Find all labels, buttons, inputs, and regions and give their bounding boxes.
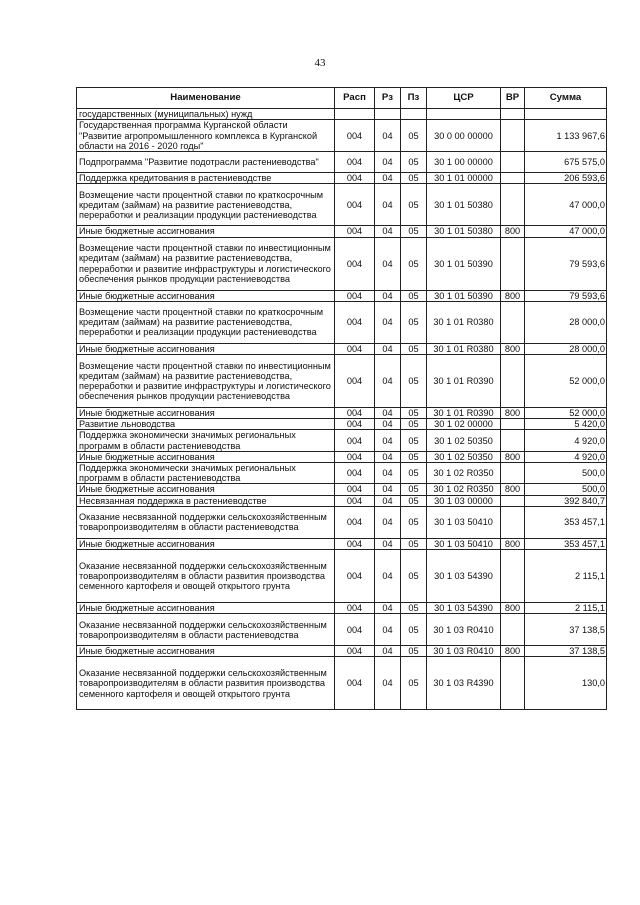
table-row — [77, 538, 607, 549]
row-sum: 28 000,0 — [525, 343, 607, 354]
col-header-csr: ЦСР — [427, 88, 501, 109]
row-csr: 30 1 03 54390 — [427, 603, 501, 614]
row-vr — [501, 173, 525, 184]
row-csr: 30 1 03 R4390 — [427, 657, 501, 710]
row-vr — [501, 657, 525, 710]
row-sum: 1 133 967,6 — [525, 120, 607, 152]
row-name: Поддержка кредитования в растениеводстве — [77, 173, 335, 184]
table-row — [77, 451, 607, 462]
row-rasp: 004 — [335, 173, 375, 184]
row-pz: 05 — [401, 430, 427, 451]
row-vr — [501, 550, 525, 603]
table-row — [77, 506, 607, 538]
row-rasp: 004 — [335, 430, 375, 451]
table-row — [77, 419, 607, 430]
row-rz: 04 — [375, 495, 401, 506]
row-csr: 30 1 01 00000 — [427, 173, 501, 184]
row-rz: 04 — [375, 646, 401, 657]
row-vr: 800 — [501, 290, 525, 301]
row-rz: 04 — [375, 657, 401, 710]
row-rz — [375, 109, 401, 120]
row-rz: 04 — [375, 343, 401, 354]
col-header-pz: Пз — [401, 88, 427, 109]
row-pz: 05 — [401, 451, 427, 462]
row-vr: 800 — [501, 451, 525, 462]
row-name: Возмещение части процентной ставки по инвестиционным кредитам (займам) на развитие растениеводства, переработки и развитие инфраструктуры и логистического обеспечения рынков продукции растениеводства — [77, 237, 335, 290]
row-rasp: 004 — [335, 603, 375, 614]
row-sum: 79 593,6 — [525, 237, 607, 290]
row-csr: 30 1 03 54390 — [427, 550, 501, 603]
row-vr — [501, 430, 525, 451]
row-csr: 30 1 01 50380 — [427, 226, 501, 237]
row-rasp: 004 — [335, 614, 375, 646]
col-header-rz: Рз — [375, 88, 401, 109]
row-sum — [525, 109, 607, 120]
row-vr — [501, 463, 525, 484]
row-rasp: 004 — [335, 657, 375, 710]
row-rz: 04 — [375, 290, 401, 301]
row-csr: 30 1 01 R0380 — [427, 343, 501, 354]
row-rasp — [335, 109, 375, 120]
row-sum: 79 593,6 — [525, 290, 607, 301]
row-rz: 04 — [375, 550, 401, 603]
col-header-sum: Сумма — [525, 88, 607, 109]
row-rz: 04 — [375, 120, 401, 152]
row-rasp: 004 — [335, 408, 375, 419]
row-vr — [501, 506, 525, 538]
row-name: Государственная программа Курганской области "Развитие агропромышленного комплекса в Курганской области на 2016 - 2020 годы" — [77, 120, 335, 152]
row-csr: 30 1 03 R0410 — [427, 646, 501, 657]
row-rz: 04 — [375, 408, 401, 419]
row-csr: 30 1 02 00000 — [427, 419, 501, 430]
row-vr — [501, 109, 525, 120]
row-rasp: 004 — [335, 226, 375, 237]
table-row — [77, 603, 607, 614]
row-csr: 30 1 02 R0350 — [427, 484, 501, 495]
table-row — [77, 657, 607, 710]
row-rz: 04 — [375, 173, 401, 184]
row-name: Оказание несвязанной поддержки сельскохозяйственным товаропроизводителям в области развития производства семенного картофеля и овощей открытого грунта — [77, 657, 335, 710]
row-pz: 05 — [401, 290, 427, 301]
row-rz: 04 — [375, 184, 401, 226]
row-csr: 30 1 03 R0410 — [427, 614, 501, 646]
row-rz: 04 — [375, 614, 401, 646]
row-rasp: 004 — [335, 538, 375, 549]
row-name: Иные бюджетные ассигнования — [77, 484, 335, 495]
row-rasp: 004 — [335, 301, 375, 343]
row-rasp: 004 — [335, 290, 375, 301]
row-pz: 05 — [401, 173, 427, 184]
row-rasp: 004 — [335, 463, 375, 484]
row-rasp: 004 — [335, 495, 375, 506]
row-csr: 30 1 00 00000 — [427, 152, 501, 173]
row-sum: 392 840,7 — [525, 495, 607, 506]
table-row — [77, 484, 607, 495]
row-rasp: 004 — [335, 484, 375, 495]
row-rasp: 004 — [335, 550, 375, 603]
row-name: Возмещение части процентной ставки по краткосрочным кредитам (займам) на развитие растениеводства, переработки и реализации продукции растениеводства — [77, 301, 335, 343]
row-sum: 2 115,1 — [525, 603, 607, 614]
table-row — [77, 237, 607, 290]
row-vr — [501, 495, 525, 506]
row-sum: 675 575,0 — [525, 152, 607, 173]
row-pz: 05 — [401, 646, 427, 657]
row-vr — [501, 152, 525, 173]
row-vr — [501, 419, 525, 430]
row-name: Поддержка экономически значимых региональных программ в области растениеводства — [77, 463, 335, 484]
row-vr — [501, 120, 525, 152]
col-header-vr: ВР — [501, 88, 525, 109]
row-vr: 800 — [501, 226, 525, 237]
row-name: Иные бюджетные ассигнования — [77, 343, 335, 354]
row-name: Подпрограмма "Развитие подотрасли растениеводства" — [77, 152, 335, 173]
row-sum: 37 138,5 — [525, 646, 607, 657]
row-name: Иные бюджетные ассигнования — [77, 408, 335, 419]
row-vr: 800 — [501, 646, 525, 657]
row-name: Иные бюджетные ассигнования — [77, 226, 335, 237]
row-csr: 30 1 02 50350 — [427, 451, 501, 462]
row-name: Иные бюджетные ассигнования — [77, 603, 335, 614]
row-csr: 30 1 03 50410 — [427, 506, 501, 538]
row-sum: 500,0 — [525, 463, 607, 484]
row-pz: 05 — [401, 184, 427, 226]
row-rz: 04 — [375, 355, 401, 408]
table-row — [77, 495, 607, 506]
row-pz: 05 — [401, 419, 427, 430]
page-number: 43 — [314, 57, 326, 69]
table-row — [77, 290, 607, 301]
row-csr: 30 1 02 50350 — [427, 430, 501, 451]
row-pz: 05 — [401, 550, 427, 603]
row-sum: 52 000,0 — [525, 355, 607, 408]
table-row — [77, 109, 607, 120]
row-vr — [501, 301, 525, 343]
table-row — [77, 301, 607, 343]
row-sum: 5 420,0 — [525, 419, 607, 430]
row-sum: 47 000,0 — [525, 226, 607, 237]
row-rasp: 004 — [335, 237, 375, 290]
row-csr: 30 1 01 R0390 — [427, 355, 501, 408]
row-pz: 05 — [401, 538, 427, 549]
row-vr: 800 — [501, 603, 525, 614]
row-rasp: 004 — [335, 120, 375, 152]
row-rz: 04 — [375, 603, 401, 614]
row-rz: 04 — [375, 463, 401, 484]
table-row — [77, 152, 607, 173]
row-name: государственных (муниципальных) нужд — [77, 109, 335, 120]
row-pz: 05 — [401, 301, 427, 343]
row-csr: 30 1 03 00000 — [427, 495, 501, 506]
row-rz: 04 — [375, 226, 401, 237]
row-name: Оказание несвязанной поддержки сельскохозяйственным товаропроизводителям в области развития производства семенного картофеля и овощей открытого грунта — [77, 550, 335, 603]
row-rasp: 004 — [335, 646, 375, 657]
row-rz: 04 — [375, 484, 401, 495]
row-rasp: 004 — [335, 506, 375, 538]
table-header-row — [77, 88, 607, 109]
row-pz: 05 — [401, 355, 427, 408]
row-name: Иные бюджетные ассигнования — [77, 646, 335, 657]
row-csr: 30 1 02 R0350 — [427, 463, 501, 484]
table-row — [77, 355, 607, 408]
row-sum: 4 920,0 — [525, 451, 607, 462]
row-pz: 05 — [401, 484, 427, 495]
row-sum: 2 115,1 — [525, 550, 607, 603]
row-sum: 47 000,0 — [525, 184, 607, 226]
table-row — [77, 173, 607, 184]
row-csr: 30 1 01 R0390 — [427, 408, 501, 419]
row-csr: 30 1 01 50390 — [427, 290, 501, 301]
row-pz: 05 — [401, 495, 427, 506]
row-rz: 04 — [375, 451, 401, 462]
row-csr: 30 0 00 00000 — [427, 120, 501, 152]
row-name: Возмещение части процентной ставки по краткосрочным кредитам (займам) на развитие растениеводства, переработки и реализации продукции растениеводства — [77, 184, 335, 226]
row-rz: 04 — [375, 301, 401, 343]
row-sum: 4 920,0 — [525, 430, 607, 451]
row-sum: 52 000,0 — [525, 408, 607, 419]
row-pz: 05 — [401, 506, 427, 538]
table-row — [77, 120, 607, 152]
row-rasp: 004 — [335, 152, 375, 173]
row-vr: 800 — [501, 484, 525, 495]
table-row — [77, 226, 607, 237]
row-sum: 206 593,6 — [525, 173, 607, 184]
row-sum: 37 138,5 — [525, 614, 607, 646]
row-rasp: 004 — [335, 419, 375, 430]
row-vr: 800 — [501, 538, 525, 549]
row-rz: 04 — [375, 506, 401, 538]
row-rasp: 004 — [335, 355, 375, 408]
row-rz: 04 — [375, 538, 401, 549]
row-name: Несвязанная поддержка в растениеводстве — [77, 495, 335, 506]
row-name: Возмещение части процентной ставки по инвестиционным кредитам (займам) на развитие растениеводства, переработки и развитие инфраструктуры и логистического обеспечения рынков продукции растениеводства — [77, 355, 335, 408]
row-csr: 30 1 01 50390 — [427, 237, 501, 290]
row-pz: 05 — [401, 152, 427, 173]
row-pz: 05 — [401, 614, 427, 646]
table-row — [77, 646, 607, 657]
row-pz: 05 — [401, 343, 427, 354]
col-header-rasp: Расп — [335, 88, 375, 109]
table-row — [77, 184, 607, 226]
row-rasp: 004 — [335, 343, 375, 354]
row-pz: 05 — [401, 120, 427, 152]
table-row — [77, 343, 607, 354]
row-name: Поддержка экономически значимых региональных программ в области растениеводства — [77, 430, 335, 451]
row-rasp: 004 — [335, 451, 375, 462]
table-row — [77, 614, 607, 646]
row-pz — [401, 109, 427, 120]
row-name: Иные бюджетные ассигнования — [77, 290, 335, 301]
table-row — [77, 463, 607, 484]
row-pz: 05 — [401, 657, 427, 710]
table-row — [77, 408, 607, 419]
row-sum: 353 457,1 — [525, 538, 607, 549]
row-sum: 28 000,0 — [525, 301, 607, 343]
row-pz: 05 — [401, 463, 427, 484]
row-rz: 04 — [375, 237, 401, 290]
table-row — [77, 550, 607, 603]
row-name: Развитие льноводства — [77, 419, 335, 430]
row-sum: 353 457,1 — [525, 506, 607, 538]
row-rz: 04 — [375, 419, 401, 430]
row-pz: 05 — [401, 226, 427, 237]
row-vr — [501, 184, 525, 226]
row-vr: 800 — [501, 408, 525, 419]
row-rz: 04 — [375, 430, 401, 451]
row-csr — [427, 109, 501, 120]
row-pz: 05 — [401, 408, 427, 419]
row-vr — [501, 355, 525, 408]
row-name: Оказание несвязанной поддержки сельскохозяйственным товаропроизводителям в области растениеводства — [77, 506, 335, 538]
row-pz: 05 — [401, 603, 427, 614]
row-rasp: 004 — [335, 184, 375, 226]
row-sum: 130,0 — [525, 657, 607, 710]
col-header-name: Наименование — [77, 88, 335, 109]
row-csr: 30 1 01 R0380 — [427, 301, 501, 343]
table-row — [77, 430, 607, 451]
row-pz: 05 — [401, 237, 427, 290]
row-sum: 500,0 — [525, 484, 607, 495]
budget-table — [76, 87, 607, 710]
row-name: Иные бюджетные ассигнования — [77, 538, 335, 549]
row-vr — [501, 614, 525, 646]
row-vr — [501, 237, 525, 290]
row-name: Иные бюджетные ассигнования — [77, 451, 335, 462]
row-csr: 30 1 03 50410 — [427, 538, 501, 549]
row-rz: 04 — [375, 152, 401, 173]
row-vr: 800 — [501, 343, 525, 354]
row-csr: 30 1 01 50380 — [427, 184, 501, 226]
row-name: Оказание несвязанной поддержки сельскохозяйственным товаропроизводителям в области растениеводства — [77, 614, 335, 646]
